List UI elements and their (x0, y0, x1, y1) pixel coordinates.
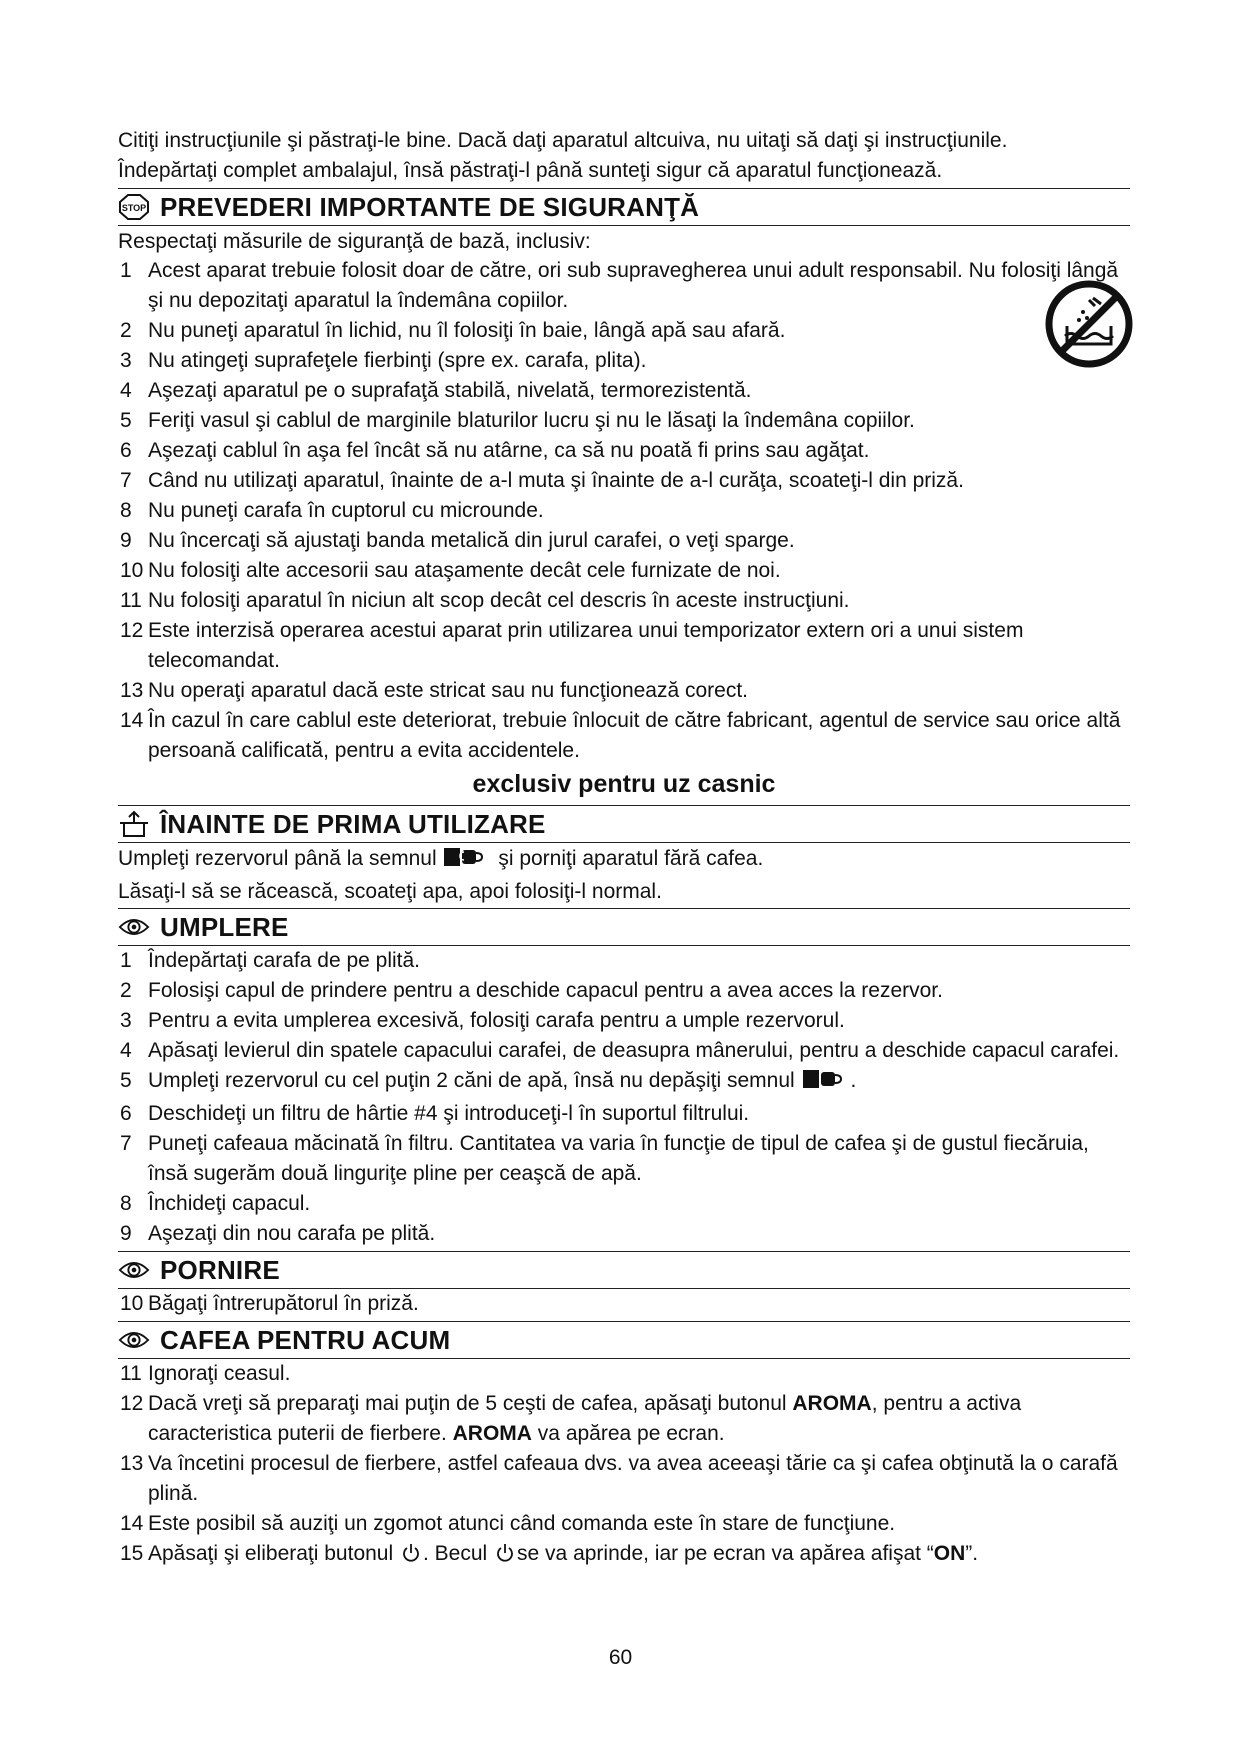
list-item (118, 496, 1130, 526)
list-item (118, 1449, 1130, 1509)
list-item (118, 526, 1130, 556)
list-item (118, 256, 1130, 316)
item-text: Nu folosiţi aparatul în niciun alt scop decât cel descris în aceste instrucţiuni. (148, 589, 850, 612)
list-item (118, 466, 1130, 496)
item-number: 1 (120, 949, 132, 972)
item-text: Băgaţi întrerupătorul în priză. (148, 1292, 419, 1315)
list-item (118, 436, 1130, 466)
item-text: Umpleţi rezervorul cu cel puţin 2 căni de apă, însă nu depăşiţi semnul (148, 1069, 795, 1092)
page-number: 60 (608, 1646, 633, 1669)
item-number: 7 (120, 1132, 132, 1155)
list-item (118, 1509, 1130, 1539)
item-number: 13 (120, 1452, 144, 1475)
item-text: Folosişi capul de prindere pentru a deschide capacul pentru a avea acces la rezervor. (148, 979, 943, 1002)
item-number: 8 (120, 499, 132, 522)
first-use-text-a: Umpleţi rezervorul până la semnul (118, 847, 437, 870)
item-text: Deschideţi un filtru de hârtie #4 şi introduceţi-l în suportul filtrului. (148, 1102, 750, 1125)
item-number: 14 (120, 1512, 144, 1535)
item-text: , pentru a activa caracteristica puterii de fierbere. (148, 1392, 1022, 1445)
max-fill-mark-icon (803, 1068, 849, 1099)
stop-icon (118, 193, 150, 221)
list-item (118, 1036, 1130, 1066)
list-item (118, 976, 1130, 1006)
item-number: 3 (120, 349, 132, 372)
item-text: se va aprinde, iar pe ecran va apărea afişat “ (517, 1542, 934, 1565)
aroma-label: AROMA (792, 1392, 872, 1415)
item-number: 15 (120, 1542, 144, 1565)
item-text: În cazul în care cablul este deteriorat, trebuie înlocuit de către fabricant, agentul de service sau orice altă persoană calificată, pentru a evita accidentele. (148, 709, 1121, 762)
item-text: Când nu utilizaţi aparatul, înainte de a-l muta şi înainte de a-l curăţa, scoateţi-l din priză. (148, 469, 964, 492)
item-text: Aşezaţi aparatul pe o suprafaţă stabilă, nivelată, termorezistentă. (148, 379, 752, 402)
item-text: Pentru a evita umplerea excesivă, folosiţi carafa pentru a umple rezervorul. (148, 1009, 845, 1032)
first-use-line-1 (118, 845, 1130, 876)
section-title: CAFEA PENTRU ACUM (160, 1324, 451, 1355)
item-number: 14 (120, 709, 144, 732)
household-use-note: exclusiv pentru uz casnic (472, 770, 776, 798)
item-number: 6 (120, 1102, 132, 1125)
item-number: 3 (120, 1009, 132, 1032)
safety-subtitle: Respectaţi măsurile de siguranţă de bază, inclusiv: (118, 230, 591, 253)
item-text: va apărea pe ecran. (531, 1422, 725, 1445)
section-title: PREVEDERI IMPORTANTE DE SIGURANŢĂ (160, 191, 700, 222)
list-item (118, 1389, 1130, 1449)
section-title: PORNIRE (160, 1254, 280, 1285)
list-item (118, 676, 1130, 706)
item-text: Nu încercaţi să ajustaţi banda metalică din jurul carafei, o veţi sparge. (148, 529, 795, 552)
item-text: Nu puneţi carafa în cuptorul cu microunde. (148, 499, 544, 522)
item-text: Nu puneţi aparatul în lichid, nu îl folosiţi în baie, lângă apă sau afară. (148, 319, 786, 342)
coffee-now-list (118, 1359, 1130, 1573)
item-text: . Becul (423, 1542, 488, 1565)
list-item (118, 1066, 1130, 1099)
start-list (118, 1289, 1130, 1319)
unpack-box-icon (118, 810, 150, 838)
section-header-filling (118, 908, 1130, 946)
item-text: Ignoraţi ceasul. (148, 1362, 291, 1385)
list-item (118, 1189, 1130, 1219)
item-number: 10 (120, 559, 144, 582)
aroma-label: AROMA (452, 1422, 532, 1445)
list-item (118, 1359, 1130, 1389)
section-title: UMPLERE (160, 911, 289, 942)
item-text: Este interzisă operarea acestui aparat prin utilizarea unui temporizator extern ori a unui sistem telecomandat. (148, 619, 1024, 672)
item-number: 4 (120, 1039, 132, 1062)
item-text: Feriţi vasul şi cablul de marginile blaturilor lucru şi nu le lăsaţi la îndemâna copiilor. (148, 409, 915, 432)
item-text: Puneţi cafeaua măcinată în filtru. Cantitatea va varia în funcţie de tipul de cafea şi de gustul fiecăruia, însă sugerăm două linguriţe pline per ceaşcă de apă. (148, 1132, 1089, 1185)
item-text: Apăsaţi levierul din spatele capacului carafei, de deasupra mânerului, pentru a deschide capacul carafei. (148, 1039, 1120, 1062)
item-number: 1 (120, 259, 132, 282)
item-text: Îndepărtaţi carafa de pe plită. (148, 949, 421, 972)
item-number: 11 (120, 1362, 142, 1385)
item-text: Va încetini procesul de fierbere, astfel cafeaua dvs. va avea aceeaşi tărie ca şi cafea obţinută la o carafă plină. (148, 1452, 1118, 1505)
on-label: ON (933, 1542, 966, 1565)
no-bath-water-icon (1043, 278, 1135, 370)
manual-page (118, 126, 1130, 1573)
list-item (118, 316, 1130, 346)
item-number: 8 (120, 1192, 132, 1215)
intro-line-1: Citiţi instrucţiunile şi păstraţi-le bine. Dacă daţi aparatul altcuiva, nu uitaţi să daţi şi instrucţiunile. (118, 129, 1008, 152)
item-number: 5 (120, 409, 132, 432)
intro-line-2: Îndepărtaţi complet ambalajul, însă păstraţi-l până sunteţi sigur că aparatul funcţionează. (118, 159, 943, 182)
list-item (118, 706, 1130, 766)
item-number: 5 (120, 1069, 132, 1092)
first-use-text-b: şi porniţi aparatul fără cafea. (498, 847, 764, 870)
section-header-before-first-use (118, 805, 1130, 843)
section-header-safety (118, 188, 1130, 226)
item-number: 7 (120, 469, 132, 492)
item-text: Închideţi capacul. (148, 1192, 311, 1215)
list-item (118, 376, 1130, 406)
list-item (118, 1539, 1130, 1573)
list-item (118, 1099, 1130, 1129)
eye-icon (118, 1256, 150, 1284)
power-icon (495, 1542, 515, 1573)
filling-list (118, 946, 1130, 1249)
list-item (118, 1129, 1130, 1189)
item-text: Nu operaţi aparatul dacă este stricat sau nu funcţionează corect. (148, 679, 749, 702)
item-text: Aşezaţi cablul în aşa fel încât să nu atârne, ca să nu poată fi prins sau agăţat. (148, 439, 870, 462)
item-number: 11 (120, 589, 142, 612)
list-item (118, 616, 1130, 676)
svg-text:STOP: STOP (121, 203, 147, 213)
item-text: ”. (965, 1542, 979, 1565)
safety-list (118, 256, 1130, 766)
max-fill-mark-icon (444, 846, 490, 876)
item-number: 12 (120, 619, 144, 642)
item-text: Este posibil să auziţi un zgomot atunci când comanda este în stare de funcţiune. (148, 1512, 896, 1535)
first-use-line-2: Lăsaţi-l să se răcească, scoateţi apa, apoi folosiţi-l normal. (118, 880, 662, 903)
list-item (118, 346, 1130, 376)
item-text: Aşezaţi din nou carafa pe plită. (148, 1222, 436, 1245)
list-item (118, 1219, 1130, 1249)
item-text: Nu folosiţi alte accesorii sau ataşamente decât cele furnizate de noi. (148, 559, 781, 582)
eye-icon (118, 913, 150, 941)
item-number: 2 (120, 979, 132, 1002)
item-number: 9 (120, 529, 132, 552)
item-number: 10 (120, 1292, 144, 1315)
item-text: Acest aparat trebuie folosit doar de către, ori sub supravegherea unui adult responsabil. Nu folosiţi lângă şi nu depozitaţi aparatul la îndemâna copiilor. (148, 259, 1119, 312)
list-item (118, 1289, 1130, 1319)
item-text: Nu atingeţi suprafeţele fierbinţi (spre ex. carafa, plita). (148, 349, 647, 372)
item-suffix: . (850, 1069, 857, 1092)
list-item (118, 946, 1130, 976)
item-number: 12 (120, 1392, 144, 1415)
item-text: Dacă vreţi să preparaţi mai puţin de 5 ceşti de cafea, apăsaţi butonul (148, 1392, 793, 1415)
item-number: 6 (120, 439, 132, 462)
section-header-start (118, 1251, 1130, 1289)
list-item (118, 556, 1130, 586)
section-title: ÎNAINTE DE PRIMA UTILIZARE (160, 808, 546, 839)
power-icon (401, 1542, 421, 1573)
item-number: 9 (120, 1222, 132, 1245)
list-item (118, 1006, 1130, 1036)
item-number: 2 (120, 319, 132, 342)
section-header-coffee-now (118, 1321, 1130, 1359)
item-text: Apăsaţi şi eliberaţi butonul (148, 1542, 394, 1565)
item-number: 4 (120, 379, 132, 402)
list-item (118, 586, 1130, 616)
eye-icon (118, 1326, 150, 1354)
list-item (118, 406, 1130, 436)
item-number: 13 (120, 679, 144, 702)
